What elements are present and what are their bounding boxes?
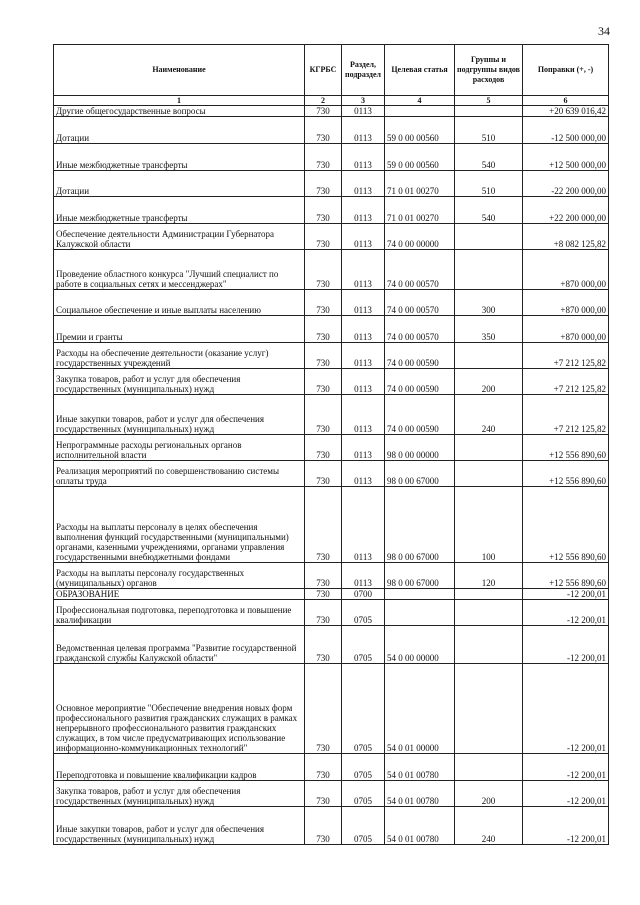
row-target: 98 0 00 00000 — [385, 435, 455, 461]
row-kgrbs: 730 — [305, 395, 342, 435]
row-target: 74 0 00 00590 — [385, 369, 455, 395]
table-row — [54, 144, 609, 171]
row-group — [455, 343, 523, 369]
row-group — [455, 461, 523, 487]
row-amount: -12 200,01 — [523, 664, 609, 754]
row-target: 98 0 00 67000 — [385, 563, 455, 589]
row-amount: +12 556 890,60 — [523, 435, 609, 461]
row-amount: +12 556 890,60 — [523, 461, 609, 487]
row-kgrbs: 730 — [305, 807, 342, 845]
row-section: 0700 — [342, 589, 385, 600]
row-name: ОБРАЗОВАНИЕ — [54, 589, 305, 600]
row-kgrbs: 730 — [305, 664, 342, 754]
row-group: 540 — [455, 197, 523, 224]
table-row — [54, 435, 609, 461]
row-amount: +7 212 125,82 — [523, 343, 609, 369]
row-amount: +870 000,00 — [523, 316, 609, 343]
row-name: Дотации — [54, 117, 305, 144]
row-amount: +12 556 890,60 — [523, 487, 609, 563]
row-group — [455, 626, 523, 664]
row-section: 0113 — [342, 343, 385, 369]
row-amount: -12 200,01 — [523, 754, 609, 781]
table-row — [54, 224, 609, 250]
row-target: 54 0 01 00780 — [385, 807, 455, 845]
row-section: 0113 — [342, 563, 385, 589]
row-amount: +20 639 016,42 — [523, 106, 609, 117]
row-target: 54 0 01 00780 — [385, 781, 455, 807]
row-group: 510 — [455, 117, 523, 144]
table-row — [54, 369, 609, 395]
row-section: 0113 — [342, 290, 385, 316]
row-group — [455, 589, 523, 600]
row-name: Иные межбюджетные трансферты — [54, 197, 305, 224]
row-name: Расходы на выплаты персоналу государственных (муниципальных) органов — [54, 563, 305, 589]
row-section: 0113 — [342, 435, 385, 461]
table-row — [54, 807, 609, 845]
row-name: Реализация мероприятий по совершенствованию системы оплаты труда — [54, 461, 305, 487]
row-target: 71 0 01 00270 — [385, 171, 455, 197]
row-name: Ведомственная целевая программа "Развитие государственной гражданской службы Калужской области" — [54, 626, 305, 664]
table-row — [54, 106, 609, 117]
row-target: 54 0 01 00780 — [385, 754, 455, 781]
row-target: 74 0 00 00590 — [385, 343, 455, 369]
column-number: 3 — [342, 96, 385, 106]
table-row — [54, 117, 609, 144]
row-kgrbs: 730 — [305, 250, 342, 290]
row-target: 98 0 00 67000 — [385, 461, 455, 487]
header-section: Раздел, подраздел — [342, 45, 385, 96]
row-group: 200 — [455, 781, 523, 807]
column-number: 1 — [54, 96, 305, 106]
row-name: Обеспечение деятельности Администрации Губернатора Калужской области — [54, 224, 305, 250]
row-section: 0113 — [342, 171, 385, 197]
table-row — [54, 664, 609, 754]
row-group: 100 — [455, 487, 523, 563]
row-group: 240 — [455, 807, 523, 845]
header-row — [54, 45, 609, 96]
header-expense-group: Группы и подгруппы видов расходов — [455, 45, 523, 96]
header-target-article: Целевая статья — [385, 45, 455, 96]
table-row — [54, 487, 609, 563]
row-group: 540 — [455, 144, 523, 171]
row-amount: -22 200 000,00 — [523, 171, 609, 197]
row-name: Переподготовка и повышение квалификации кадров — [54, 754, 305, 781]
row-name: Иные закупки товаров, работ и услуг для обеспечения государственных (муниципальных) нужд — [54, 807, 305, 845]
row-group — [455, 600, 523, 626]
row-target: 74 0 00 00590 — [385, 395, 455, 435]
row-target — [385, 600, 455, 626]
row-name: Профессиональная подготовка, переподготовка и повышение квалификации — [54, 600, 305, 626]
row-kgrbs: 730 — [305, 461, 342, 487]
row-target: 54 0 00 00000 — [385, 626, 455, 664]
row-amount: +7 212 125,82 — [523, 395, 609, 435]
row-target — [385, 106, 455, 117]
page-number: 34 — [598, 24, 610, 38]
row-name: Социальное обеспечение и иные выплаты населению — [54, 290, 305, 316]
row-group: 200 — [455, 369, 523, 395]
row-section: 0113 — [342, 117, 385, 144]
table-row — [54, 290, 609, 316]
row-name: Дотации — [54, 171, 305, 197]
column-number-row — [54, 96, 609, 106]
row-section: 0705 — [342, 626, 385, 664]
row-amount: +870 000,00 — [523, 290, 609, 316]
row-name: Расходы на выплаты персоналу в целях обеспечения выполнения функций государственными (муниципальными) органами, казенными учреждениями, органами управления государственными внебюджетными фондами — [54, 487, 305, 563]
row-section: 0113 — [342, 106, 385, 117]
row-target: 59 0 00 00560 — [385, 117, 455, 144]
row-group — [455, 250, 523, 290]
row-group: 300 — [455, 290, 523, 316]
row-section: 0113 — [342, 197, 385, 224]
row-name: Иные закупки товаров, работ и услуг для обеспечения государственных (муниципальных) нужд — [54, 395, 305, 435]
row-section: 0113 — [342, 395, 385, 435]
row-kgrbs: 730 — [305, 600, 342, 626]
row-group — [455, 435, 523, 461]
row-target: 54 0 01 00000 — [385, 664, 455, 754]
row-group: 510 — [455, 171, 523, 197]
row-amount: +12 500 000,00 — [523, 144, 609, 171]
row-group — [455, 664, 523, 754]
row-kgrbs: 730 — [305, 487, 342, 563]
row-target: 74 0 00 00570 — [385, 290, 455, 316]
table-row — [54, 316, 609, 343]
row-section: 0705 — [342, 754, 385, 781]
row-kgrbs: 730 — [305, 290, 342, 316]
row-target: 59 0 00 00560 — [385, 144, 455, 171]
row-name: Закупка товаров, работ и услуг для обеспечения государственных (муниципальных) нужд — [54, 781, 305, 807]
row-section: 0113 — [342, 369, 385, 395]
row-target: 98 0 00 67000 — [385, 487, 455, 563]
column-number: 2 — [305, 96, 342, 106]
header-kgrbs: КГРБС — [305, 45, 342, 96]
row-name: Закупка товаров, работ и услуг для обеспечения государственных (муниципальных) нужд — [54, 369, 305, 395]
row-kgrbs: 730 — [305, 626, 342, 664]
row-target: 71 0 01 00270 — [385, 197, 455, 224]
row-name: Основное мероприятие "Обеспечение внедрения новых форм профессионального развития гражданских служащих в рамках непрерывного профессионального развития гражданских служащих, в том числе предусматривающих использование информационно-коммуникационных технологий" — [54, 664, 305, 754]
row-section: 0113 — [342, 144, 385, 171]
row-section: 0705 — [342, 781, 385, 807]
table-row — [54, 563, 609, 589]
column-number: 6 — [523, 96, 609, 106]
row-amount: -12 200,01 — [523, 781, 609, 807]
row-group — [455, 224, 523, 250]
table-row — [54, 197, 609, 224]
row-kgrbs: 730 — [305, 144, 342, 171]
row-kgrbs: 730 — [305, 316, 342, 343]
row-kgrbs: 730 — [305, 589, 342, 600]
row-kgrbs: 730 — [305, 754, 342, 781]
row-section: 0705 — [342, 664, 385, 754]
row-amount: -12 500 000,00 — [523, 117, 609, 144]
row-kgrbs: 730 — [305, 197, 342, 224]
row-kgrbs: 730 — [305, 106, 342, 117]
row-amount: -12 200,01 — [523, 807, 609, 845]
row-kgrbs: 730 — [305, 435, 342, 461]
row-name: Непрограммные расходы региональных органов исполнительной власти — [54, 435, 305, 461]
budget-amendments-table — [53, 44, 609, 845]
table-row — [54, 781, 609, 807]
row-kgrbs: 730 — [305, 117, 342, 144]
row-group — [455, 754, 523, 781]
row-section: 0705 — [342, 600, 385, 626]
column-number: 5 — [455, 96, 523, 106]
row-amount: -12 200,01 — [523, 626, 609, 664]
row-group: 240 — [455, 395, 523, 435]
header-name: Наименование — [54, 45, 305, 96]
table-row — [54, 589, 609, 600]
row-amount: +8 082 125,82 — [523, 224, 609, 250]
row-kgrbs: 730 — [305, 224, 342, 250]
row-name: Другие общегосударственные вопросы — [54, 106, 305, 117]
row-name: Проведение областного конкурса "Лучший специалист по работе в социальных сетях и мессенджерах" — [54, 250, 305, 290]
row-section: 0113 — [342, 487, 385, 563]
row-amount: +870 000,00 — [523, 250, 609, 290]
table-row — [54, 626, 609, 664]
header-amendments: Поправки (+, -) — [523, 45, 609, 96]
table-row — [54, 754, 609, 781]
table-row — [54, 250, 609, 290]
row-amount: +22 200 000,00 — [523, 197, 609, 224]
table-row — [54, 171, 609, 197]
row-group — [455, 106, 523, 117]
row-group: 120 — [455, 563, 523, 589]
table-row — [54, 600, 609, 626]
table-row — [54, 461, 609, 487]
row-kgrbs: 730 — [305, 781, 342, 807]
row-name: Расходы на обеспечение деятельности (оказание услуг) государственных учреждений — [54, 343, 305, 369]
row-section: 0113 — [342, 461, 385, 487]
table-row — [54, 343, 609, 369]
row-amount: -12 200,01 — [523, 589, 609, 600]
row-target — [385, 589, 455, 600]
row-group: 350 — [455, 316, 523, 343]
row-section: 0113 — [342, 224, 385, 250]
row-kgrbs: 730 — [305, 343, 342, 369]
row-section: 0113 — [342, 250, 385, 290]
row-kgrbs: 730 — [305, 563, 342, 589]
row-target: 74 0 00 00570 — [385, 316, 455, 343]
row-name: Иные межбюджетные трансферты — [54, 144, 305, 171]
row-amount: +12 556 890,60 — [523, 563, 609, 589]
row-name: Премии и гранты — [54, 316, 305, 343]
row-amount: -12 200,01 — [523, 600, 609, 626]
row-target: 74 0 00 00570 — [385, 250, 455, 290]
column-number: 4 — [385, 96, 455, 106]
row-section: 0705 — [342, 807, 385, 845]
row-kgrbs: 730 — [305, 369, 342, 395]
table-row — [54, 395, 609, 435]
row-amount: +7 212 125,82 — [523, 369, 609, 395]
row-section: 0113 — [342, 316, 385, 343]
row-target: 74 0 00 00000 — [385, 224, 455, 250]
row-kgrbs: 730 — [305, 171, 342, 197]
